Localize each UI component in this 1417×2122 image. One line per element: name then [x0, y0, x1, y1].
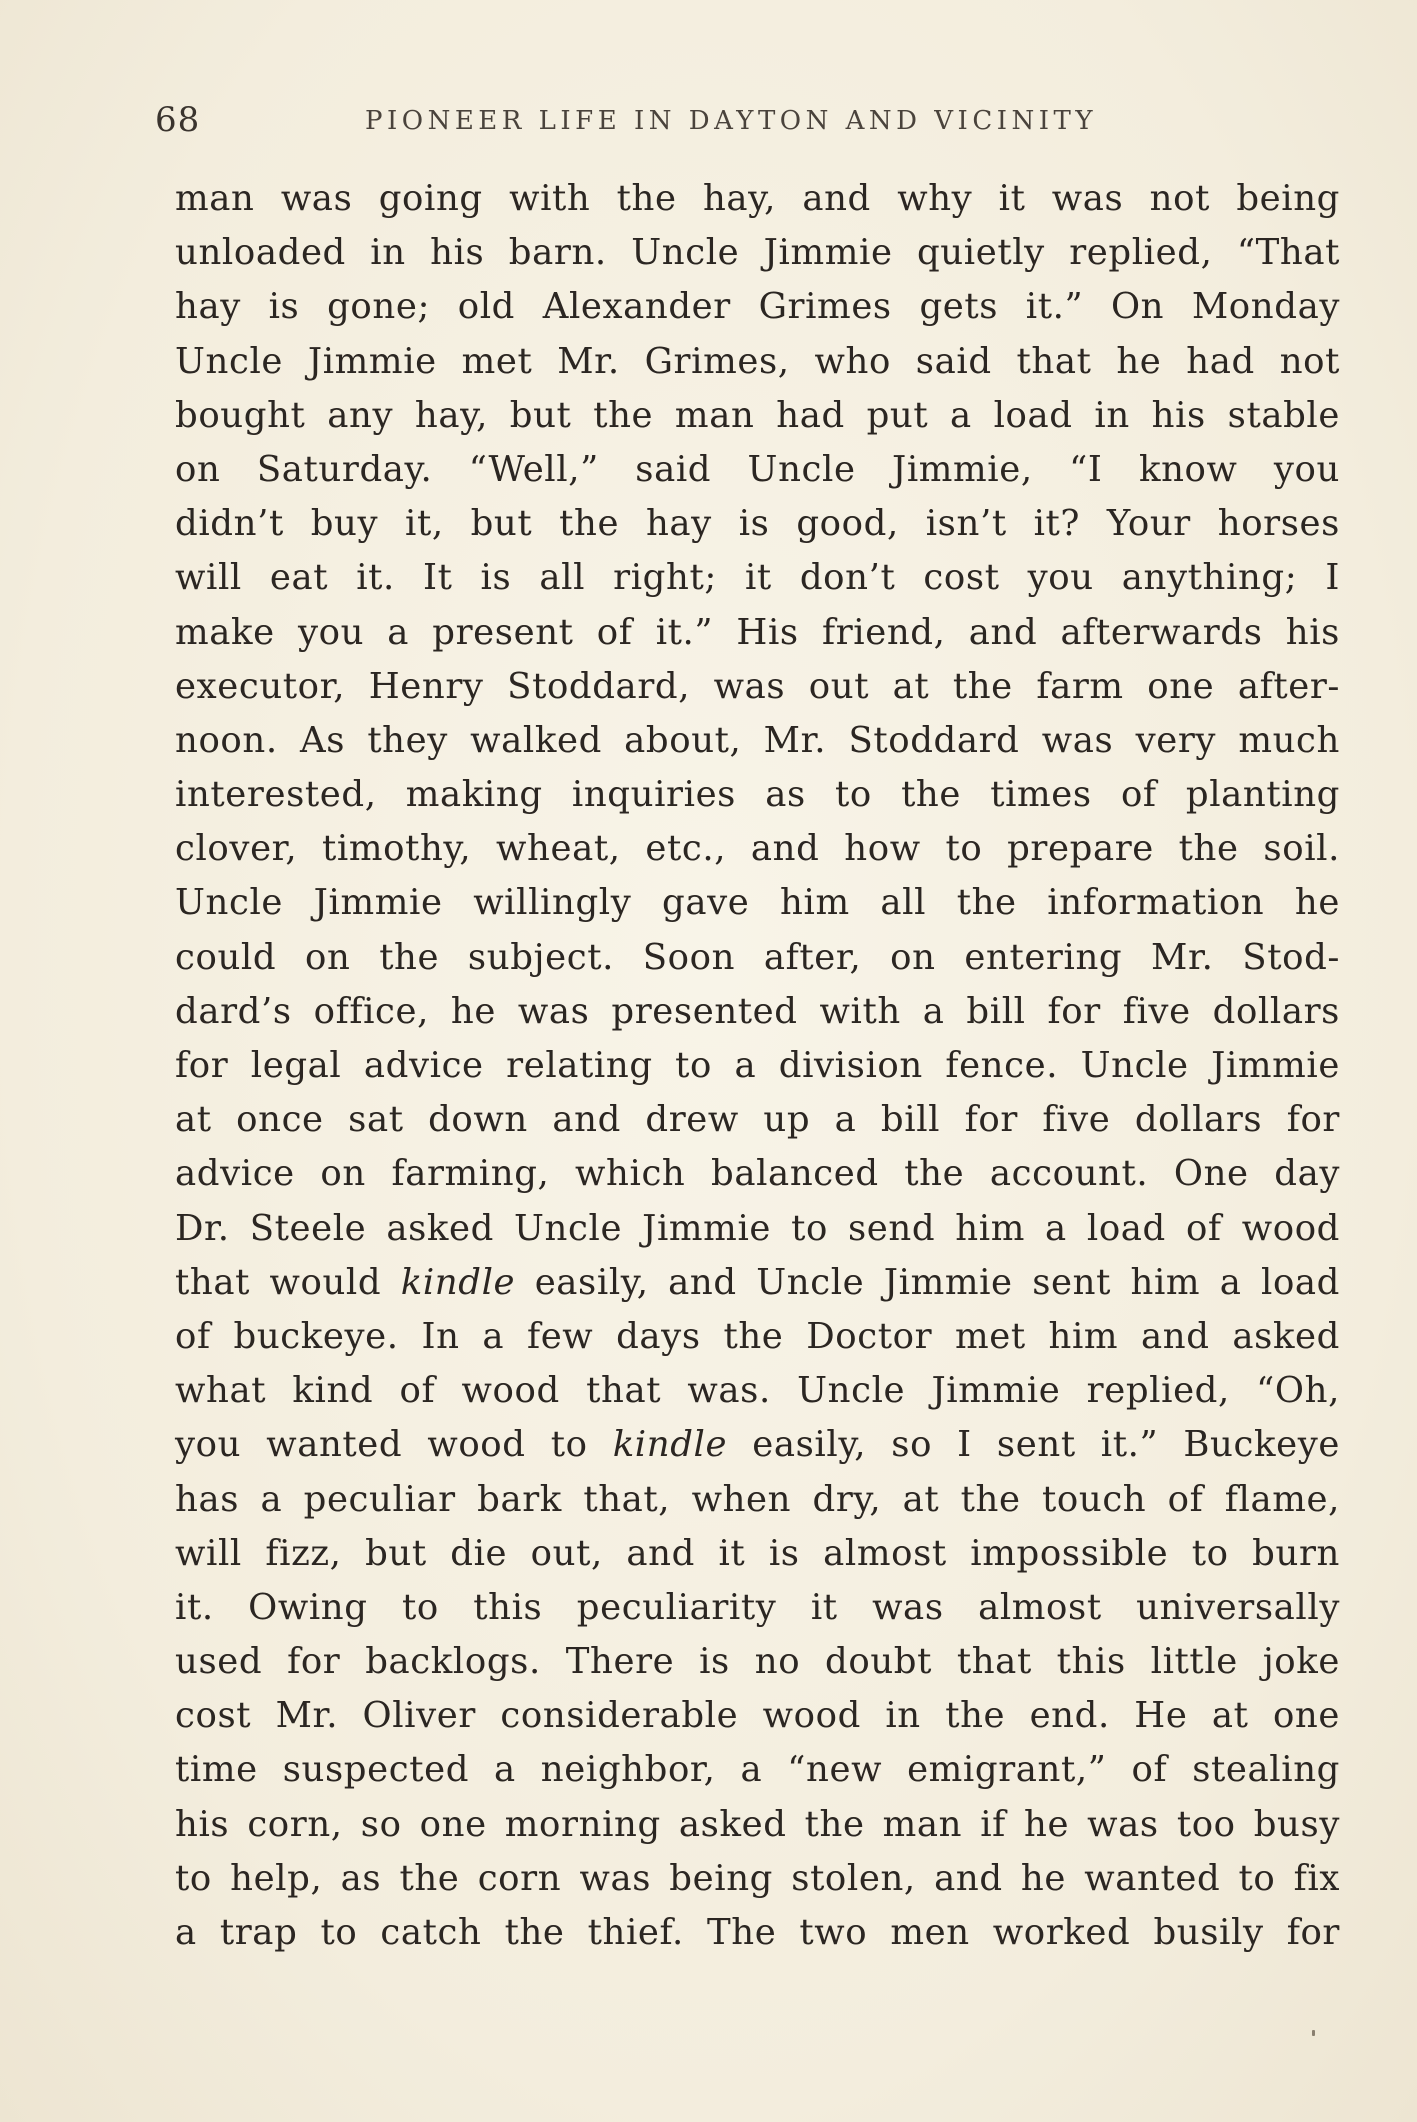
text-line	[175, 1689, 1340, 1743]
text-segment: will fizz, but die out, and it is almost impossible to burn	[175, 1532, 1340, 1574]
text-segment: a trap to catch the thief. The two men worked busily for	[175, 1912, 1340, 1953]
text-line	[175, 714, 1340, 768]
text-segment: what kind of wood that was. Uncle Jimmie replied, “Oh,	[175, 1370, 1340, 1412]
paper-speck	[1312, 2030, 1315, 2036]
text-line	[175, 1852, 1340, 1906]
text-segment: on Saturday. “Well,” said Uncle Jimmie, “I know you	[175, 448, 1340, 490]
running-title: PIONEER LIFE IN DAYTON AND VICINITY	[365, 106, 1098, 136]
text-line	[175, 1635, 1340, 1689]
text-segment: has a peculiar bark that, when dry, at the touch of flame,	[175, 1478, 1340, 1520]
text-segment: for legal advice relating to a division fence. Uncle Jimmie	[175, 1045, 1340, 1086]
text-line	[175, 1418, 1340, 1472]
text-line	[175, 1527, 1340, 1581]
text-line	[175, 876, 1340, 930]
text-segment: didn’t buy it, but the hay is good, isn’t it? Your horses	[175, 503, 1340, 545]
text-segment: advice on farming, which balanced the account. One day	[175, 1153, 1340, 1195]
text-line	[175, 660, 1340, 714]
text-segment: easily, and Uncle Jimmie sent him a load	[515, 1261, 1340, 1303]
text-line	[175, 1147, 1340, 1201]
text-line	[175, 985, 1340, 1039]
text-line	[175, 1039, 1340, 1093]
text-segment: bought any hay, but the man had put a load in his stable	[175, 394, 1340, 436]
text-segment: hay is gone; old Alexander Grimes gets it.” On Monday	[175, 286, 1340, 328]
text-line	[175, 497, 1340, 551]
text-segment: executor, Henry Stoddard, was out at the farm one after-	[175, 665, 1340, 707]
text-segment: will eat it. It is all right; it don’t cost you anything; I	[175, 557, 1340, 599]
text-segment: cost Mr. Oliver considerable wood in the end. He at one	[175, 1695, 1340, 1737]
text-line	[175, 768, 1340, 822]
page-number: 68	[155, 100, 201, 140]
text-segment: Uncle Jimmie willingly gave him all the information he	[175, 882, 1340, 924]
text-line	[175, 822, 1340, 876]
text-segment: to help, as the corn was being stolen, and he wanted to fix	[175, 1857, 1340, 1899]
text-line	[175, 443, 1340, 497]
text-line	[175, 1093, 1340, 1147]
text-line	[175, 335, 1340, 389]
text-line	[175, 1256, 1340, 1310]
text-line	[175, 1310, 1340, 1364]
text-segment: used for backlogs. There is no doubt that this little joke	[175, 1641, 1340, 1683]
text-segment: you wanted wood to	[175, 1424, 613, 1466]
text-line	[175, 172, 1340, 226]
text-segment: could on the subject. Soon after, on entering Mr. Stod-	[175, 936, 1340, 978]
text-line	[175, 1473, 1340, 1527]
text-line	[175, 606, 1340, 660]
text-line	[175, 226, 1340, 280]
emphasized-word: kindle	[400, 1261, 516, 1303]
text-segment: noon. As they walked about, Mr. Stoddard was very much	[175, 719, 1340, 761]
text-segment: time suspected a neighbor, a “new emigrant,” of stealing	[175, 1749, 1340, 1791]
text-line	[175, 1798, 1340, 1852]
text-segment: interested, making inquiries as to the times of planting	[175, 774, 1340, 816]
text-line	[175, 1743, 1340, 1797]
text-segment: dard’s office, he was presented with a bill for five dollars	[175, 990, 1340, 1032]
text-line	[175, 551, 1340, 605]
text-segment: his corn, so one morning asked the man if he was too busy	[175, 1803, 1340, 1845]
text-segment: it. Owing to this peculiarity it was almost universally	[175, 1586, 1340, 1628]
running-header	[155, 100, 1335, 146]
text-segment: Uncle Jimmie met Mr. Grimes, who said that he had not	[175, 340, 1340, 382]
text-line	[175, 931, 1340, 985]
text-line	[175, 1202, 1340, 1256]
text-line	[175, 1364, 1340, 1418]
text-segment: clover, timothy, wheat, etc., and how to prepare the soil.	[175, 828, 1340, 870]
text-segment: man was going with the hay, and why it was not being	[175, 178, 1340, 219]
text-line	[175, 389, 1340, 443]
text-segment: easily, so I sent it.” Buckeye	[727, 1424, 1340, 1466]
emphasized-word: kindle	[612, 1424, 728, 1466]
text-segment: that would	[175, 1261, 401, 1303]
text-segment: make you a present of it.” His friend, and afterwards his	[175, 611, 1340, 653]
text-segment: of buckeye. In a few days the Doctor met him and asked	[175, 1315, 1340, 1357]
text-segment: at once sat down and drew up a bill for five dollars for	[175, 1099, 1340, 1141]
body-text	[175, 172, 1340, 1960]
text-line	[175, 280, 1340, 334]
text-line	[175, 1581, 1340, 1635]
text-line	[175, 1906, 1340, 1960]
text-segment: Dr. Steele asked Uncle Jimmie to send him a load of wood	[175, 1207, 1340, 1249]
text-segment: unloaded in his barn. Uncle Jimmie quietly replied, “That	[175, 232, 1340, 274]
